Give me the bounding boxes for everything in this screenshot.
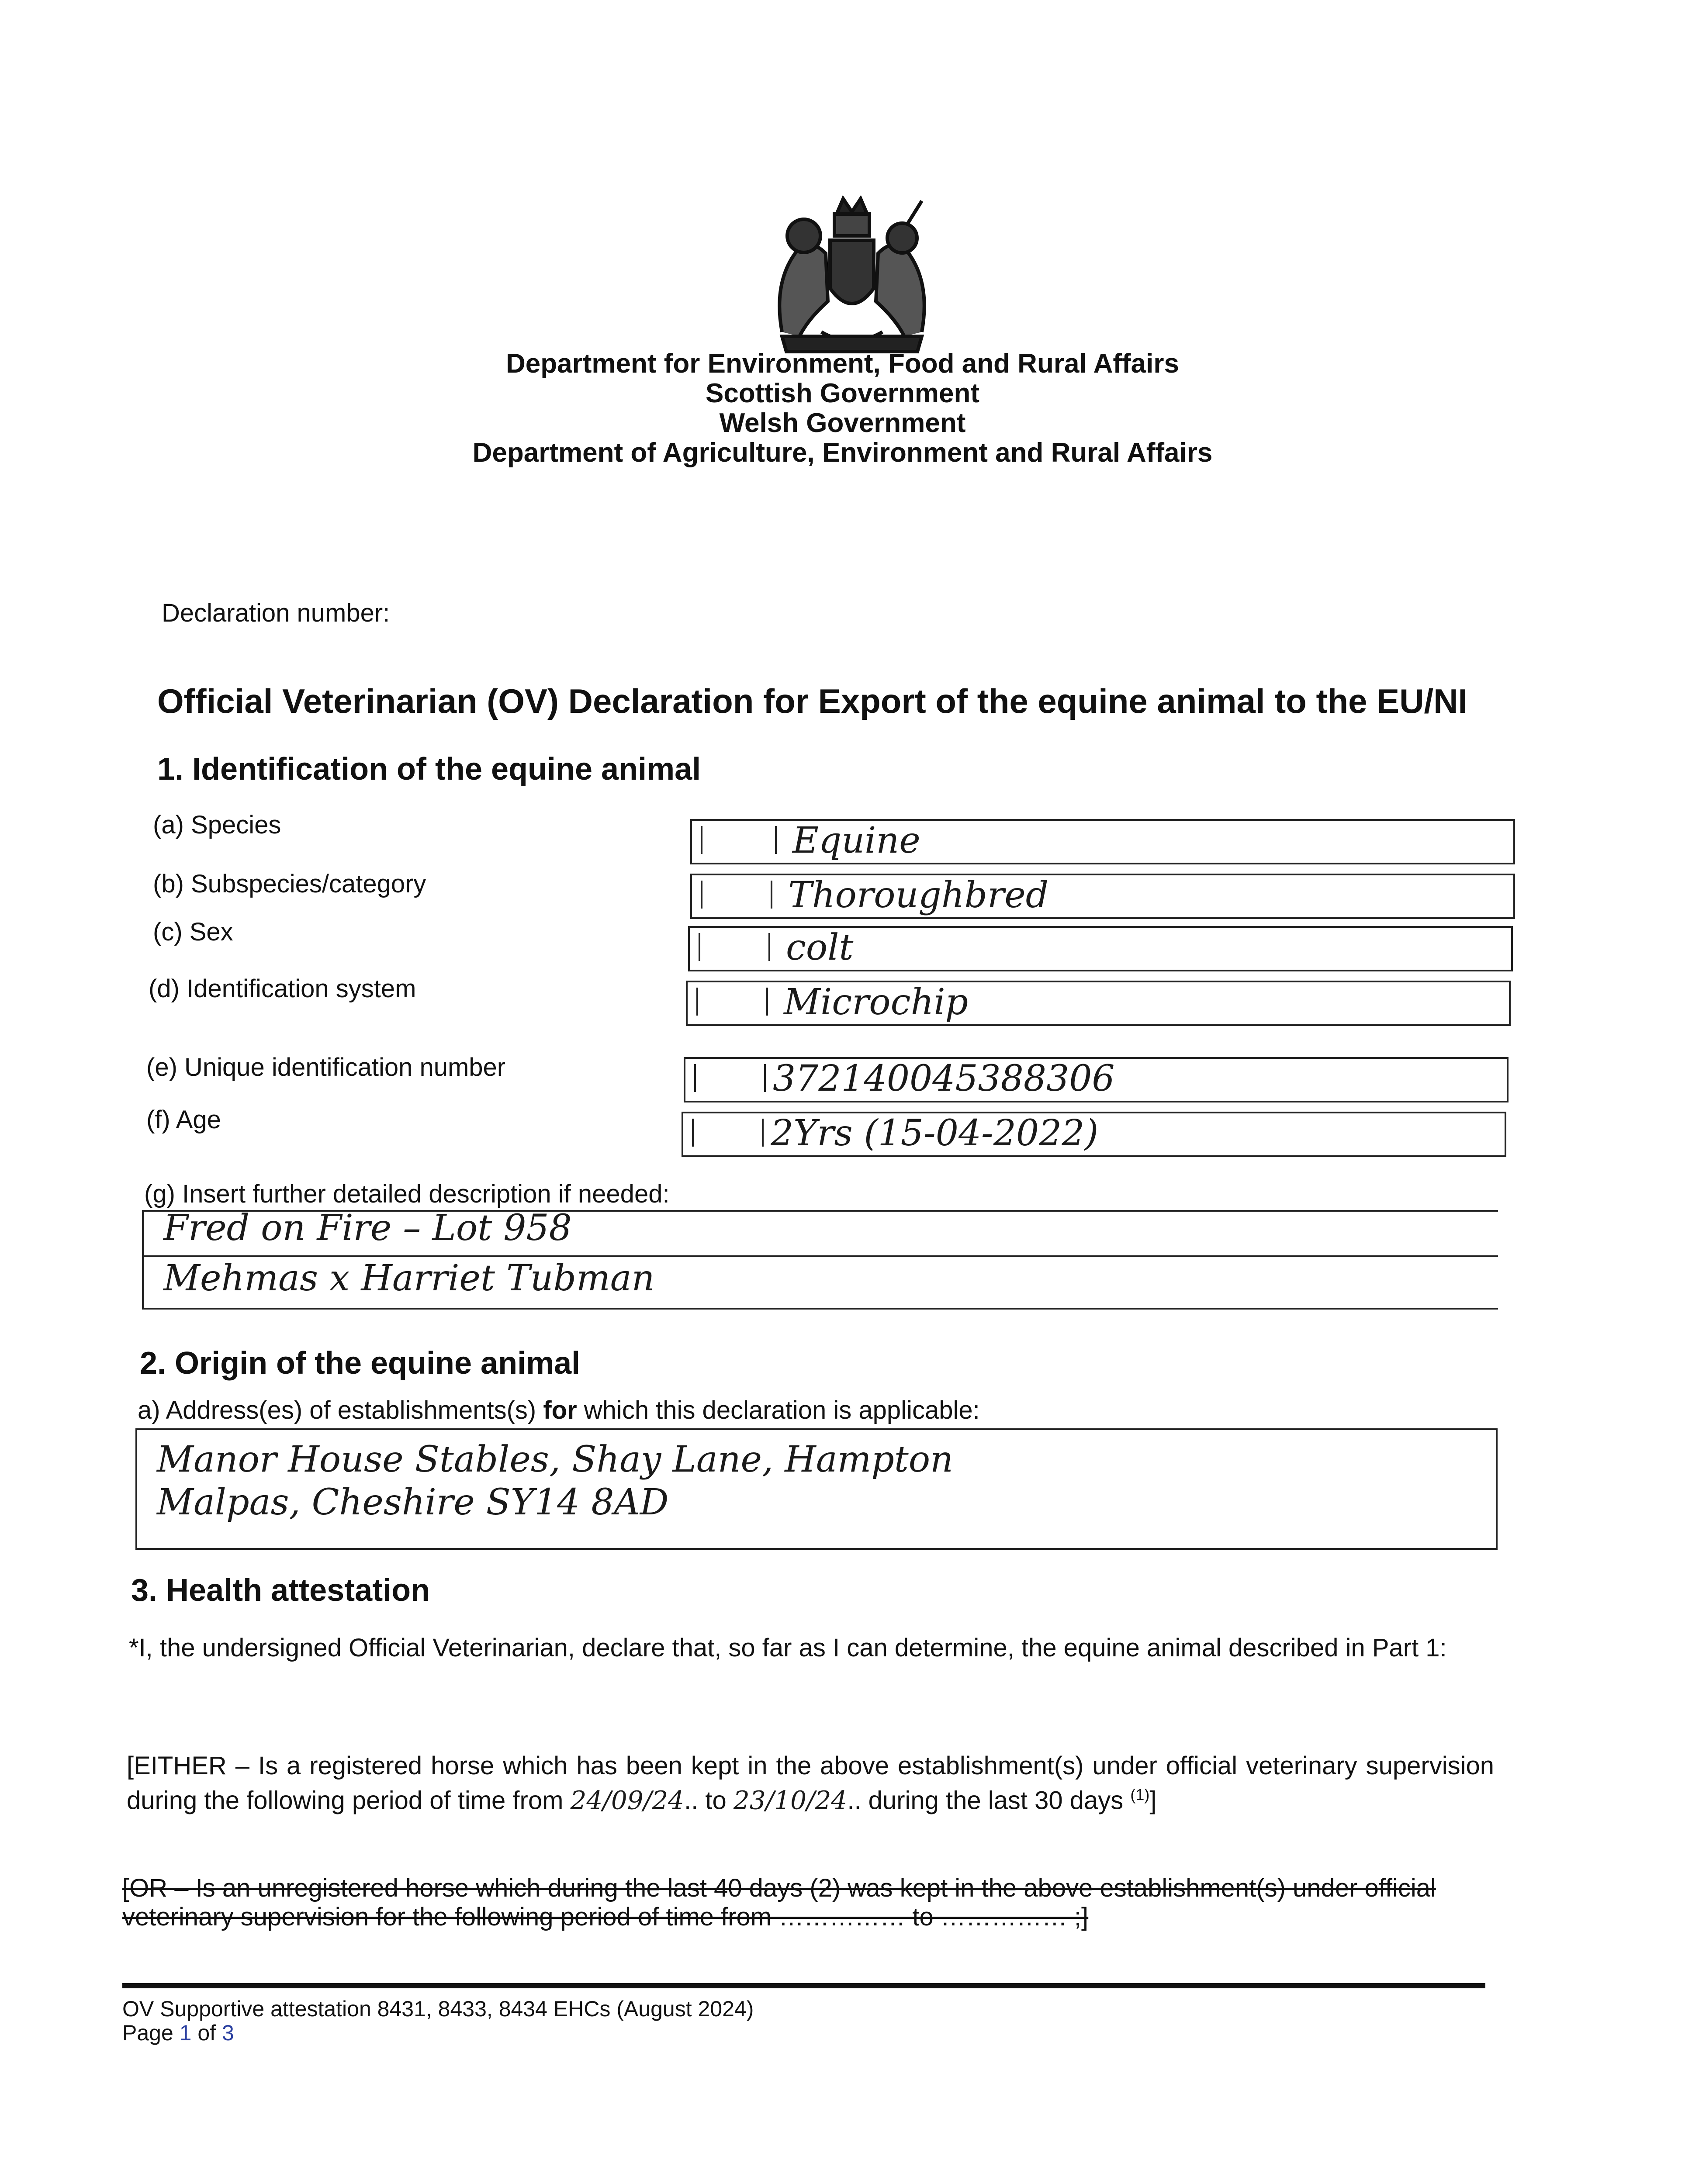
address-line: Manor House Stables, Shay Lane, Hampton <box>157 1439 953 1480</box>
sex-field <box>688 926 1513 971</box>
age-field <box>682 1112 1506 1157</box>
section-1-heading: 1. Identification of the equine animal <box>157 752 701 787</box>
either-clause: [EITHER – Is a registered horse which has been kept in the above establishment(s) under official veterinary supervision during the following period of time from 24/09/24.. to 23/10/24.. during the last 30 days $^{(1)}$] <box>127 1752 1494 1815</box>
document-title: Official Veterinarian (OV) Declaration for Export of the equine animal to the EU/NI <box>157 682 1468 720</box>
section-2-heading: 2. Origin of the equine animal <box>140 1346 581 1381</box>
field-label-id-system: (d) Identification system <box>149 975 416 1003</box>
id-system-value: Microchip <box>784 981 969 1023</box>
species-value: Equine <box>792 820 920 861</box>
health-intro: *I, the undersigned Official Veterinarian, declare that, so far as I can determine, the equine animal described in Part 1: <box>129 1634 1447 1662</box>
further-description-label: (g) Insert further detailed description if needed: <box>144 1180 670 1208</box>
id-system-field <box>686 981 1511 1026</box>
field-label-uin: (e) Unique identification number <box>146 1053 506 1082</box>
declaration-number-label: Declaration number: <box>162 599 390 627</box>
date-to-value: 23/10/24 <box>733 1785 848 1815</box>
footer-rule <box>122 1983 1485 1988</box>
subspecies-field <box>690 874 1515 919</box>
footer-attestation: OV Supportive attestation 8431, 8433, 8434 EHCs (August 2024) <box>122 1997 754 2021</box>
uin-field <box>684 1057 1509 1102</box>
field-label-subspecies: (b) Subspecies/category <box>153 870 426 898</box>
subspecies-value: Thoroughbred <box>788 874 1049 916</box>
department-line: Welsh Government <box>719 408 966 438</box>
address-line: Malpas, Cheshire SY14 8AD <box>157 1482 669 1523</box>
page-indicator: Page 1 of 3 <box>122 2021 234 2045</box>
field-label-species: (a) Species <box>153 811 281 839</box>
department-line: Department of Agriculture, Environment and Rural Affairs <box>472 438 1213 468</box>
further-description-box <box>142 1207 1498 1310</box>
date-from-value: 24/09/24 <box>570 1785 685 1815</box>
age-value: 2Yrs (15-04-2022) <box>771 1113 1099 1154</box>
royal-coat-of-arms-logo <box>756 188 948 354</box>
address-label: a) Address(es) of establishments(s) for which this declaration is applicable: <box>138 1396 980 1424</box>
species-field <box>690 819 1515 864</box>
or-clause-struck: [OR – Is an unregistered horse which during the last 40 days (2) was kept in the above establishment(s) under official veterinary supervision for the following period of time from …………… to …………… ;] <box>122 1874 1436 1931</box>
sex-value: colt <box>786 927 854 968</box>
department-line: Scottish Government <box>706 378 979 408</box>
department-line: Department for Environment, Food and Rural Affairs <box>506 349 1179 379</box>
field-label-age: (f) Age <box>146 1106 221 1134</box>
field-label-sex: (c) Sex <box>153 918 233 946</box>
section-3-heading: 3. Health attestation <box>131 1573 430 1608</box>
further-description-line: Mehmas x Harriet Tubman <box>163 1258 655 1299</box>
address-box <box>135 1428 1498 1550</box>
uin-value: 372140045388306 <box>773 1058 1115 1099</box>
further-description-line: Fred on Fire – Lot 958 <box>163 1207 572 1249</box>
